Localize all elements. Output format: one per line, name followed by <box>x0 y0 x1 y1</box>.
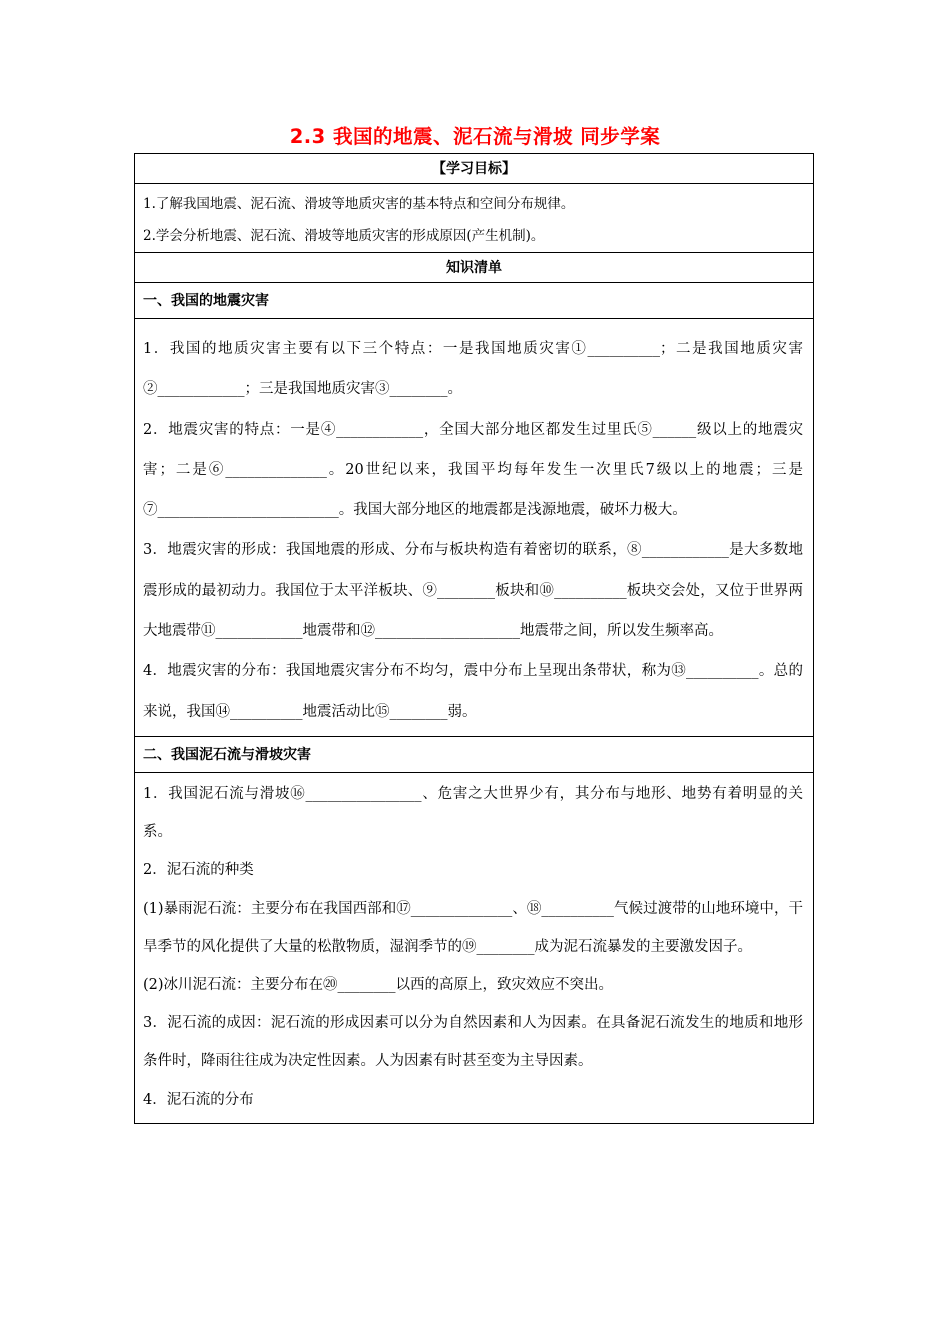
section-earthquake-body <box>135 319 813 737</box>
paragraph: 1．我国泥石流与滑坡⑯________________、危害之大世界少有，其分布与地形、地势有着明显的关系。 <box>143 785 803 841</box>
paragraph: (2)冰川泥石流：主要分布在⑳________以西的高原上，致灾效应不突出。 <box>143 976 614 993</box>
worksheet-table <box>134 153 814 1124</box>
paragraph: 4．泥石流的分布 <box>143 1091 254 1108</box>
page-title: 2.3 我国的地震、泥石流与滑坡 同步学案 <box>289 125 661 148</box>
paragraph: (1)暴雨泥石流：主要分布在我国西部和⑰______________、⑱__________气候过渡带的山地环境中，干旱季节的风化提供了大量的松散物质，湿润季节的⑲________成为泥石流暴发的主要激发因子。 <box>143 900 803 955</box>
section-debris-flow-title: 二、我国泥石流与滑坡灾害 <box>135 737 813 773</box>
objective-item: 2.学会分析地震、泥石流、滑坡等地质灾害的形成原因(产生机制)。 <box>143 228 545 244</box>
paragraph: 4．地震灾害的分布：我国地震灾害分布不均匀，震中分布上呈现出条带状，称为⑬__________。总的来说，我国⑭__________地震活动比⑮________弱。 <box>143 663 803 720</box>
paragraph: 2．泥石流的种类 <box>143 862 254 879</box>
paragraph: 3．地震灾害的形成：我国地震的形成、分布与板块构造有着密切的联系，⑧____________是大多数地震形成的最初动力。我国位于太平洋板块、⑨________板块和⑩__________板块交会处，又位于世界两大地震带⑪____________地震带和⑫____________________地震带之间，所以发生频率高。 <box>143 542 803 640</box>
section-earthquake-title: 一、我国的地震灾害 <box>135 283 813 319</box>
objectives-header: 【学习目标】 <box>135 154 813 184</box>
paragraph: 2．地震灾害的特点：一是④____________，全国大部分地区都发生过里氏⑤______级以上的地震灾害；二是⑥______________。20世纪以来，我国平均每年发生一次里氏7级以上的地震；三是⑦_________________________。我国大部分地区的地震都是浅源地震，破坏力极大。 <box>143 421 803 519</box>
knowledge-header: 知识清单 <box>135 253 813 283</box>
paragraph: 3．泥石流的成因：泥石流的形成因素可以分为自然因素和人为因素。在具备泥石流发生的地质和地形条件时，降雨往往成为决定性因素。人为因素有时甚至变为主导因素。 <box>143 1015 803 1070</box>
paragraph: 1．我国的地质灾害主要有以下三个特点：一是我国地质灾害①__________；二是我国地质灾害②____________；三是我国地质灾害③________。 <box>143 341 803 398</box>
objectives-list <box>135 184 813 253</box>
section-debris-flow-body <box>135 773 813 1123</box>
objective-item: 1.了解我国地震、泥石流、滑坡等地质灾害的基本特点和空间分布规律。 <box>143 196 575 212</box>
